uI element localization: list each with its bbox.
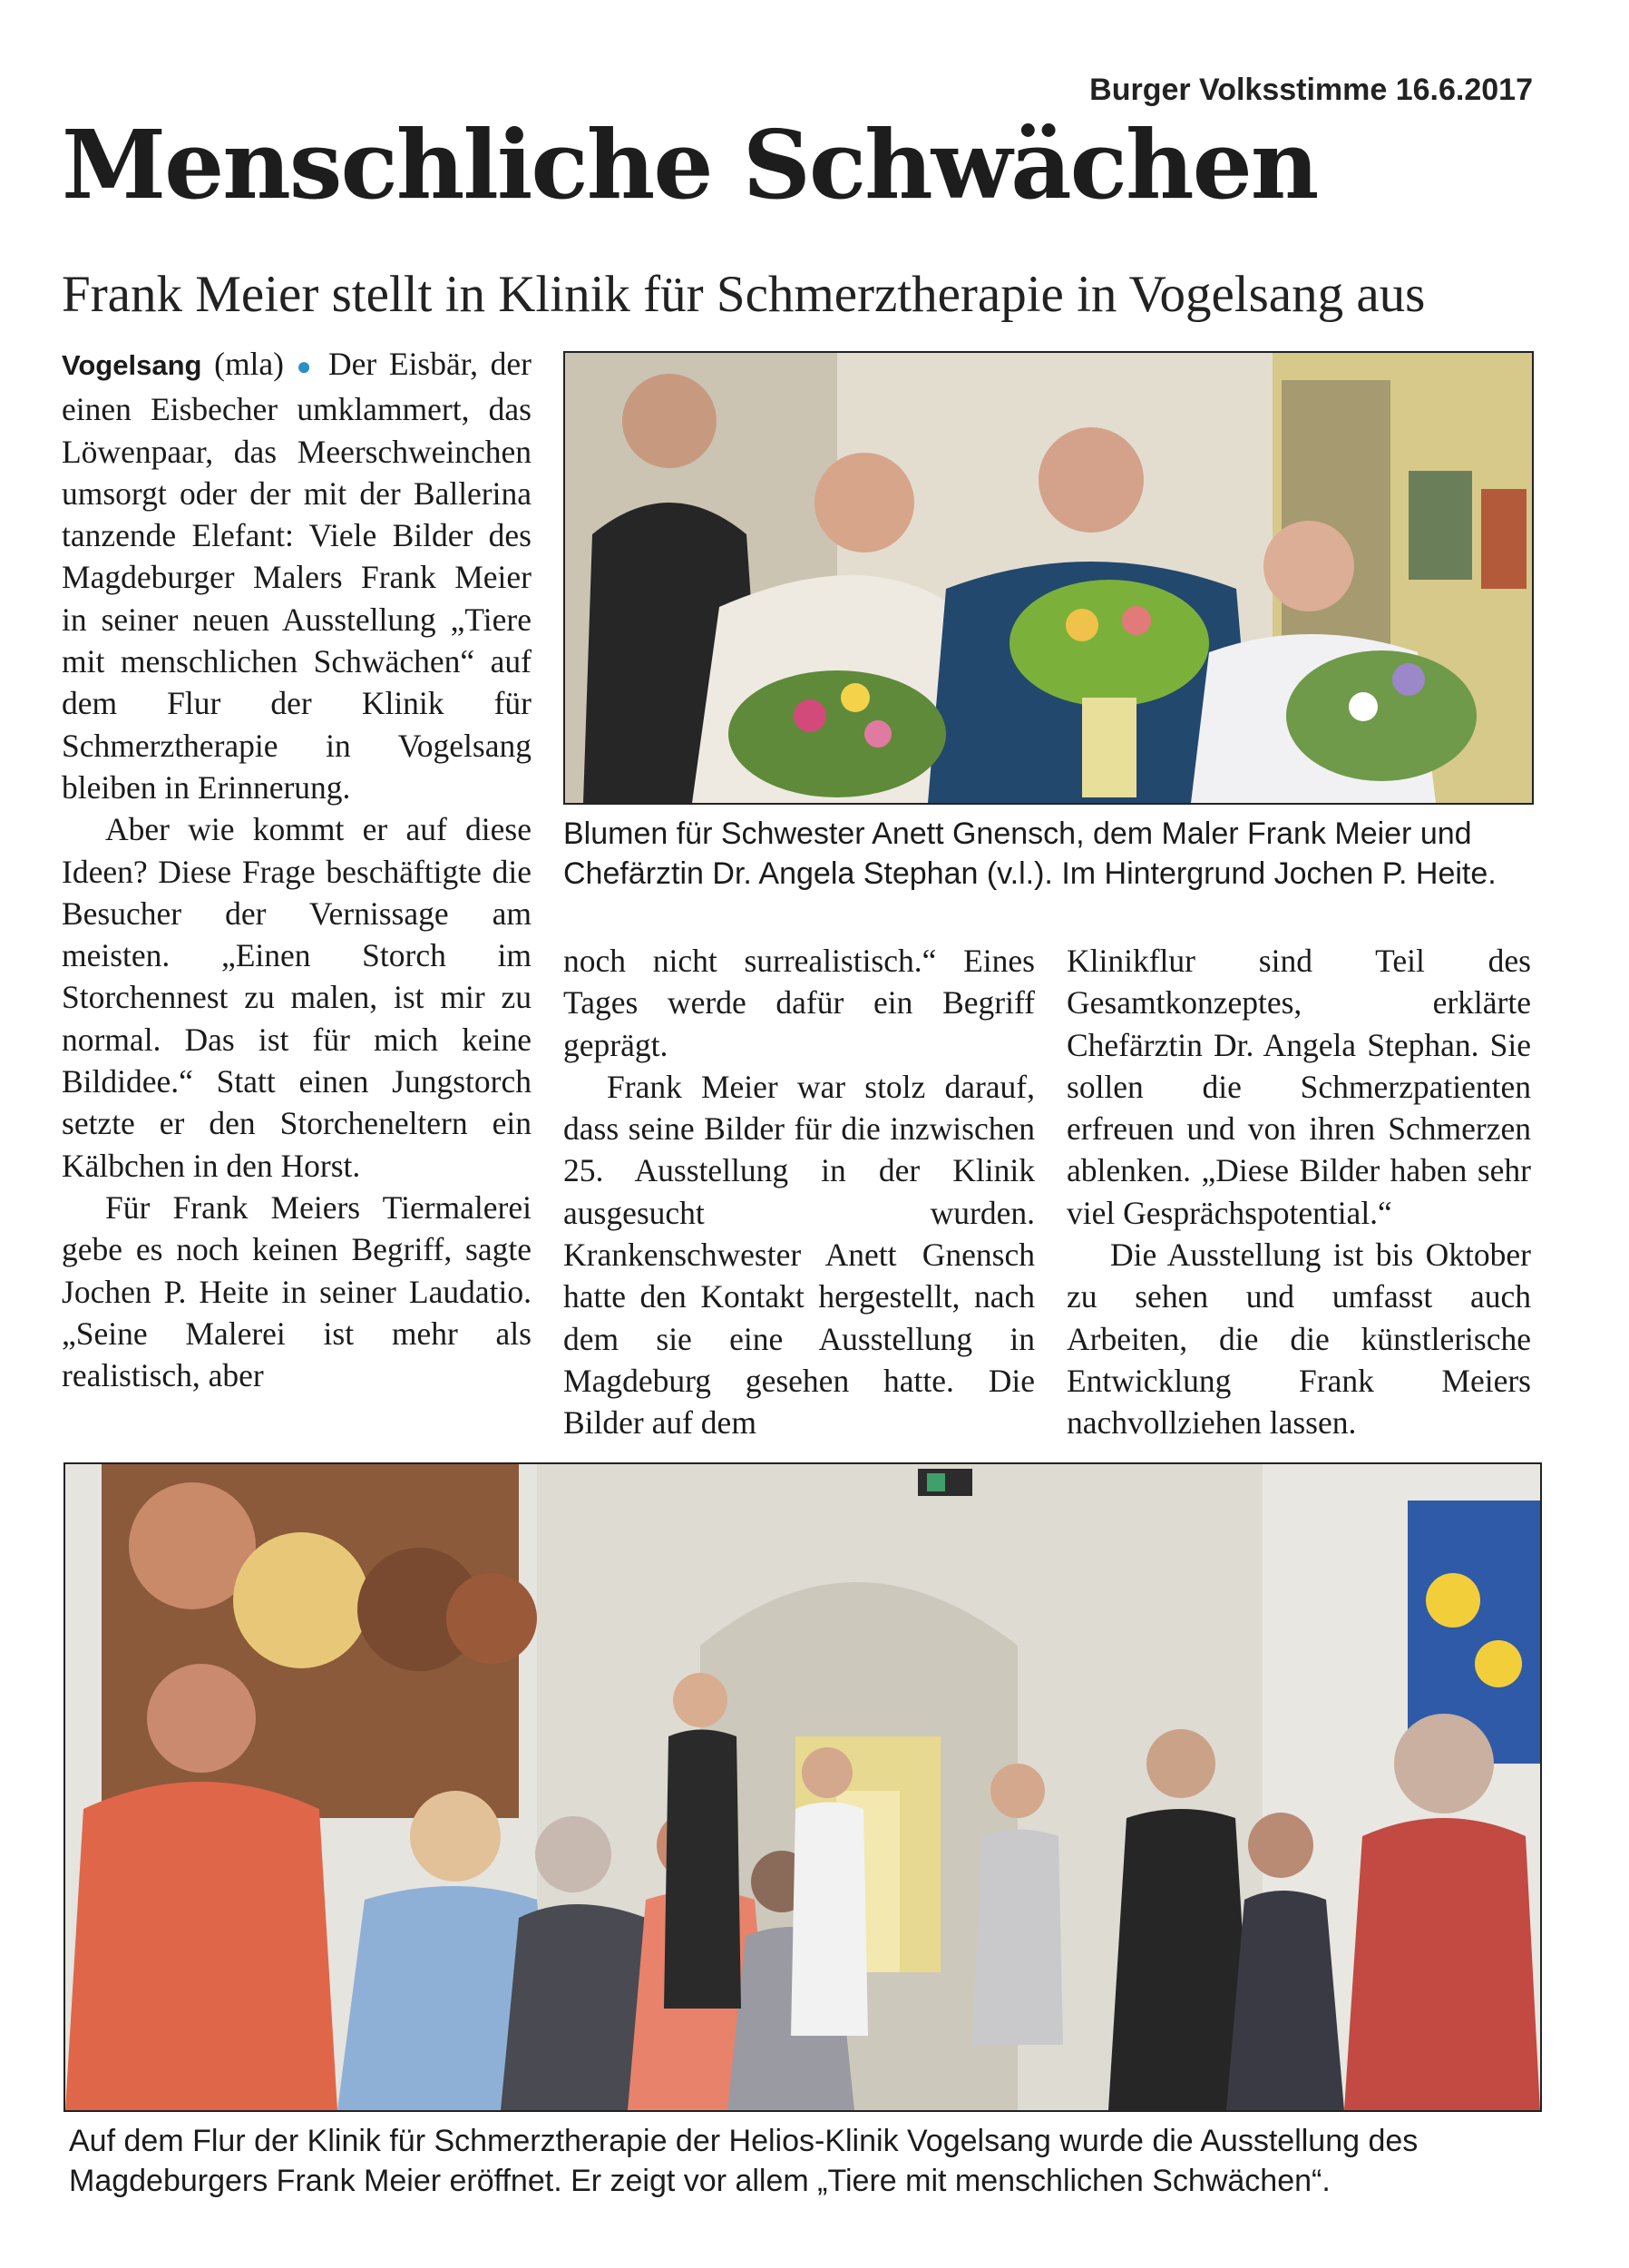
- bullet-icon: ●: [296, 353, 317, 381]
- photo-illustration: [65, 1464, 1540, 2110]
- paragraph: Frank Meier war stolz darauf, dass seine Bilder für die inzwischen 25. Ausstellung in der Klinik ausgesucht wurden. Krankenschwester Anett Gnensch hatte den Kontakt hergestellt, nach dem sie eine Ausstellung in Magdeburg gesehen hatte. Die Bilder auf dem: [563, 1068, 1035, 1442]
- paragraph: [62, 343, 532, 808]
- subheadline: Frank Meier stellt in Klinik für Schmerztherapie in Vogelsang aus: [62, 266, 1426, 323]
- photo-exhibition-hallway: [63, 1462, 1542, 2112]
- headline: Menschliche Schwächen: [62, 109, 1318, 220]
- dateline-agency: (mla): [214, 346, 285, 382]
- article-column-3: [1067, 940, 1531, 1444]
- photo-award-ceremony: [563, 351, 1534, 805]
- article-column-1: [62, 343, 532, 1396]
- caption-line: Blumen für Schwester Anett Gnensch, dem Maler Frank Meier und: [563, 816, 1472, 851]
- caption-line: Magdeburgers Frank Meier eröffnet. Er zeigt vor allem „Tiere mit menschlichen Schwächen“.: [69, 2164, 1331, 2198]
- photo-illustration: [565, 353, 1532, 803]
- caption-line: Chefärztin Dr. Angela Stephan (v.l.). Im Hintergrund Jochen P. Heite.: [563, 856, 1497, 891]
- dateline-place: Vogelsang: [62, 349, 202, 381]
- photo1-caption: [563, 814, 1497, 894]
- paragraph: Die Ausstellung ist bis Oktober zu sehen und umfasst auch Arbeiten, die die künstlerische Entwicklung Frank Meiers nachvollziehen lassen.: [1067, 1237, 1531, 1442]
- paragraph: Klinikflur sind Teil des Gesamtkonzeptes, erklärte Chefärztin Dr. Angela Stephan. Sie sollen die Schmerzpatienten erfreuen und von ihren Schmerzen ablenken. „Diese Bilder haben sehr viel Gesprächspotential.“: [1067, 943, 1531, 1231]
- photo2-caption: [69, 2121, 1418, 2201]
- paragraph: Aber wie kommt er auf diese Ideen? Diese Frage beschäftigte die Besucher der Vernissage am meisten. „Einen Storch im Storchennest zu malen, ist mir zu normal. Das ist für mich keine Bildidee.“ Statt einen Jungstorch setzte er den Storcheneltern ein Kälbchen in den Horst.: [62, 811, 532, 1184]
- paragraph: Für Frank Meiers Tiermalerei gebe es noch keinen Begriff, sagte Jochen P. Heite in seiner Laudatio. „Seine Malerei ist mehr als realistisch, aber: [62, 1188, 532, 1394]
- paragraph-text: Der Eisbär, der einen Eisbecher umklammert, das Löwenpaar, das Meerschweinchen umsorgt oder der mit der Ballerina tanzende Elefant: Viele Bilder des Magdeburger Malers Frank Meier in seiner neuen Ausstellung „Tiere mit menschlichen Schwächen“ auf dem Flur der Klinik für Schmerztherapie in Vogelsang bleiben in Erinnerung.: [62, 346, 532, 806]
- paragraph: noch nicht surrealistisch.“ Eines Tages werde dafür ein Begriff geprägt.: [563, 943, 1035, 1063]
- article-column-2: [563, 940, 1035, 1444]
- caption-line: Auf dem Flur der Klinik für Schmerztherapie der Helios-Klinik Vogelsang wurde die Ausstellung des: [69, 2124, 1419, 2158]
- source-line: Burger Volksstimme 16.6.2017: [1089, 73, 1533, 107]
